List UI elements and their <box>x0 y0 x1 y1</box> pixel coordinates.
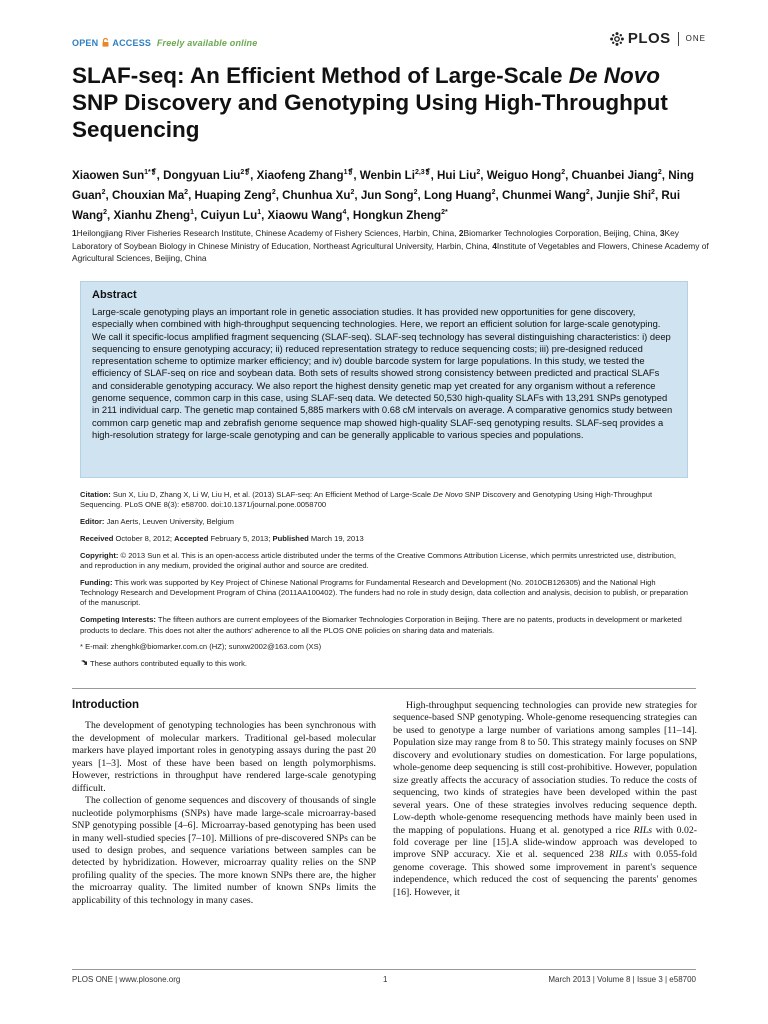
dates <box>80 534 688 544</box>
copyright <box>80 551 688 572</box>
title-part1: SLAF-seq: An Efficient Method of Large-Scale <box>72 63 569 88</box>
author-name: Ning Guan <box>72 169 694 202</box>
citation-italic: De Novo <box>433 490 463 499</box>
logo-divider <box>678 32 679 46</box>
accepted-label: Accepted <box>174 533 209 543</box>
abstract-box <box>80 281 688 478</box>
body-divider <box>72 688 696 689</box>
introduction-heading: Introduction <box>72 699 140 711</box>
author <box>353 209 448 222</box>
accepted-date: February 5, 2013; <box>208 533 273 543</box>
abstract-text: Large-scale genotyping plays an important role in genetic association studies. It has provided new opportunities for gene discovery, especially when combined with high-throughput sequencing technologies. Here, we report an efficient solution for large-scale genotyping. We call it specific-locus amplified fragment sequencing (SLAF-seq). SLAF-seq technology has several distinguishing characteristics: i) deep sequencing to ensure genotyping accuracy; ii) reduced representation strategy to reduce sequencing costs; iii) pre-designed reduced representation scheme to optimize marker efficiency; and iv) double barcode system for large populations. In this study, we tested the efficiency of SLAF-seq on rice and soybean data. Both sets of results showed strong consistency between predicted and practical SLAFs and considerable genotyping accuracy. We also report the highest density genetic map yet created for any organism without a reference genome sequence, common carp in this case, using SLAF-seq data. We detected 50,530 high-quality SLAFs with 13,291 SNPs genotyped in 211 individual carp. The genetic map contained 5,885 markers with 0.68 cM intervals on average. A comparative genomics study between common carp genetic map and zebrafish genome sequence map showed high-quality SLAF-seq genotyping results. SLAF-seq provides a high-resolution strategy for large-scale genotyping and can be generally applicable to various species and populations. <box>92 306 673 440</box>
article-metadata <box>80 490 688 676</box>
intro-paragraph-1: The development of genotyping technologies has been synchronous with the development of molecular markers. Traditional gel-based molecular markers have played important roles in genotyping assays during the past 20 years [1–3]. Most of these have been based on length polymorphisms. However, restrictions in throughput have rendered large-scale genotyping difficult. <box>72 720 376 794</box>
affiliation-text: Institute of Vegetables and Flowers, Chinese Academy of Agricultural Sciences, Beijing, China <box>72 240 709 264</box>
competing-interests <box>80 615 688 636</box>
author-name: Hui Liu <box>437 169 477 182</box>
author <box>201 209 262 222</box>
author-name: Junjie Shi <box>596 189 652 202</box>
editor <box>80 517 688 527</box>
author-list: Xiaowen Sun$^{1*❡}$, Dongyuan Liu$^{2❡}$, Xiaofeng Zhang$^{1❡}$, Wenbin $Li^{2,3❡}$, Hui Liu$^2$, Weiguo Hong$^2$, Chuanbei Jiang$^2$, Ning Guan$^2$, Chouxian Ma$^2$, Huaping Zeng$^2$, Chunhua Xu$^2$, Jun Song$^2$, Long Huang$^2$, Chunmei Wang$^2$, Junjie Shi$^2$, Rui Wang$^2$, Xianhu Zheng$^1$, Cuiyun Lu$^1$, Xiaowu Wang$^4$, Hongkun Zheng$^{2*}$ <box>72 169 694 222</box>
author-name: Long Huang <box>423 189 492 202</box>
editor-label: Editor: <box>80 517 105 527</box>
email[interactable]: * E-mail: zhenghk@biomarker.com.cn (HZ); sunxw2002@163.com (XS) <box>80 642 322 652</box>
author <box>502 189 590 202</box>
author-name: Chunhua Xu <box>282 189 351 202</box>
right-column <box>393 700 697 899</box>
author <box>268 209 347 222</box>
title-italic: De Novo <box>568 63 660 88</box>
citation-pre: Sun X, Liu D, Zhang X, Li W, Liu H, et al. (2013) SLAF-seq: An Efficient Method of Large-Scale <box>110 490 434 499</box>
received-date: October 8, 2012; <box>113 533 175 543</box>
author-name: Xianhu Zheng <box>113 209 191 222</box>
equal-contribution-icon <box>80 659 88 667</box>
author-name: Cuiyun Lu <box>200 209 258 222</box>
author-affiliation-mark: 1*❡ <box>144 169 157 177</box>
author <box>361 189 418 202</box>
title-part2: SNP Discovery and Genotyping Using High-Throughput Sequencing <box>72 90 668 142</box>
affiliation-text: Key Laboratory of Soybean Biology in Chinese Ministry of Education, Northeast Agricultural University, Harbin, China, <box>72 228 679 251</box>
author-affiliation-mark: 2 <box>184 189 189 197</box>
author-affiliation-mark: 2 <box>101 189 106 197</box>
free-label: Freely available online <box>156 38 258 48</box>
author <box>72 169 157 182</box>
received-label: Received <box>80 533 114 543</box>
p3-part-b: with 0.02-fold coverage per line [15].A slide-window approach was developed to improve SNP accuracy. Xie et al. sequenced 238 <box>393 824 697 861</box>
affiliation <box>459 228 658 238</box>
author-name: Wenbin Li <box>359 169 415 182</box>
citation <box>80 490 688 511</box>
author-name: Chuanbei Jiang <box>571 169 658 182</box>
footer-divider <box>72 969 696 970</box>
author-affiliation-mark: 2 <box>585 189 590 197</box>
affiliation-number: 4 <box>492 240 497 251</box>
open-lock-icon <box>102 38 109 47</box>
published-label: Published <box>272 533 309 543</box>
p3-part-c: with 0.055-fold genome coverage. This showed some improvement in parent's sequence independence, which reduced the cost of sequencing the parents' genomes [16]. However, it <box>393 849 697 898</box>
intro-paragraph-3 <box>393 700 697 899</box>
editor-text: Jan Aerts, Leuven University, Belgium <box>104 517 234 527</box>
author <box>572 169 662 182</box>
author-affiliation-mark: 2,3❡ <box>414 169 431 177</box>
affiliation-number: 3 <box>659 228 665 238</box>
page-number: 1 <box>383 975 388 984</box>
author-name: Jun Song <box>360 189 414 202</box>
p3-part-a: High-throughput sequencing technologies can provide new strategies for sequence-based SNP genotyping. Whole-genome resequencing strategies can be used to genotype a large number of variations among samples [11–14]. Population size may range from 8 to 50. This strategy mainly focuses on SNP discovery and evolutionary studies on domestication. For large populations, whole-genome deep sequencing is still cost-prohibitive. However, population size greatly affects the accuracy of association studies. To reduce the costs of sequencing, two kinds of strategies have been developed within the past several years. One of these strategies involves reducing sequence depth. Low-depth whole-genome resequencing methods have mainly been used in the mapping of populations. Huang et al. genotyped a rice <box>393 700 697 836</box>
author-name: Weiguo Hong <box>486 169 562 182</box>
author <box>113 209 194 222</box>
affiliation-number: 2 <box>458 228 464 238</box>
author-affiliation-mark: 2 <box>651 189 655 197</box>
funding-label: Funding: <box>80 577 113 587</box>
author-affiliation-mark: 2 <box>271 189 276 197</box>
open-access-banner <box>72 38 257 48</box>
published-date: March 19, 2013 <box>308 533 364 543</box>
author <box>360 169 431 182</box>
author-name: Dongyuan Liu <box>163 169 241 182</box>
author-affiliation-mark: 2* <box>441 209 448 217</box>
author-affiliation-mark: 2 <box>350 189 355 197</box>
affiliation-text: Biomarker Technologies Corporation, Beijing, China, <box>463 228 658 238</box>
citation-label: Citation: <box>80 490 111 499</box>
rils-term-1: RILs <box>633 824 653 836</box>
author-affiliation-mark: 2 <box>413 189 418 197</box>
open-label: OPEN <box>72 38 99 48</box>
author <box>424 189 496 202</box>
plos-flower-icon <box>609 31 625 47</box>
affiliation-text: Heilongjiang River Fisheries Research Institute, Chinese Academy of Fishery Sciences, Harbin, China, <box>76 228 457 238</box>
author <box>437 169 480 182</box>
copyright-label: Copyright: <box>80 550 119 560</box>
author-affiliation-mark: 2 <box>476 169 481 177</box>
rils-term-2: RILs <box>609 849 628 861</box>
author-name: Chunmei Wang <box>501 189 586 202</box>
author <box>487 169 565 182</box>
citation-post: SNP Discovery and Genotyping Using High-Throughput Sequencing. PLoS ONE 8(3): e58700. doi:10.1371/journal.pone.0058700 <box>80 490 653 510</box>
author-affiliation-mark: 1❡ <box>343 169 354 177</box>
affiliations <box>72 227 712 265</box>
left-column <box>72 699 376 907</box>
plos-one-logo[interactable] <box>609 30 706 47</box>
intro-paragraph-2: The collection of genome sequences and discovery of thousands of single nucleotide polymorphisms (SNPs) have made large-scale microarray-based SNP genotyping possible [4–6]. Microarray-based genotyping has been used in many well-studied species [7–10]. Millions of pre-discovered SNPs can be used to design probes, and sequence variations between samples can be detected by hybridization. However, microarray quality relies on the SNP profiling quality of the species. The more known SNPs there are, the higher the microarray quality. The limited number of known SNPs limits the applicability of this technology in many cases. <box>72 795 376 906</box>
author <box>195 189 276 202</box>
plos-brand: PLOS <box>627 30 671 47</box>
author-name: Xiaofeng Zhang <box>256 169 344 182</box>
author-affiliation-mark: 2 <box>103 209 108 217</box>
author-affiliation-mark: 2 <box>491 189 496 197</box>
abstract-heading: Abstract <box>92 289 137 301</box>
author-name: Xiaowu Wang <box>267 209 343 222</box>
author-affiliation-mark: 2❡ <box>240 169 251 177</box>
author-affiliation-mark: 1 <box>190 209 195 217</box>
equal-contribution <box>80 659 688 669</box>
equal-contribution-text: These authors contributed equally to this work. <box>90 658 248 668</box>
author-name: Chouxian Ma <box>112 189 185 202</box>
funding <box>80 578 688 609</box>
funding-text: This work was supported by Key Project of Chinese National Programs for Fundamental Research and Development (No. 2010CB126305) and the National High Technology Research and Development Program of China (2011AA100402). The funders had no role in study design, data collection and analysis, decision to publish, or preparation of the manuscript. <box>80 577 689 608</box>
author-name: Hongkun Zheng <box>352 209 442 222</box>
author <box>282 189 354 202</box>
copyright-text: © 2013 Sun et al. This is an open-access article distributed under the terms of the Creative Commons Attribution License, which permits unrestricted use, distribution, and reproduction in any medium, provided the original author and source are credited. <box>80 550 676 570</box>
author-name: Huaping Zeng <box>194 189 272 202</box>
author-affiliation-mark: 2 <box>561 169 566 177</box>
author-name: Xiaowen Sun <box>72 169 145 182</box>
author-affiliation-mark: 2 <box>657 169 662 177</box>
affiliation <box>72 228 457 238</box>
author <box>596 189 655 202</box>
author <box>163 169 250 182</box>
author-affiliation-mark: 1 <box>257 209 262 217</box>
article-title <box>72 62 712 143</box>
competing-label: Competing Interests: <box>80 615 156 625</box>
footer-issue: March 2013 | Volume 8 | Issue 3 | e58700 <box>548 975 696 984</box>
affiliation-number: 1 <box>72 228 77 238</box>
plos-one-label: ONE <box>685 34 706 43</box>
footer-journal[interactable]: PLOS ONE | www.plosone.org <box>72 975 181 984</box>
author-affiliation-mark: 4 <box>342 209 347 217</box>
author <box>257 169 354 182</box>
access-label: ACCESS <box>112 38 152 48</box>
author-name: Rui Wang <box>72 189 681 222</box>
competing-text: The fifteen authors are current employees of the Biomarker Technologies Corporation in Beijing. There are no patents, products in development or marketed products to declare. This does not alter the authors' adherence to all the PLOS ONE policies on sharing data and materials. <box>80 615 682 635</box>
author <box>112 189 188 202</box>
